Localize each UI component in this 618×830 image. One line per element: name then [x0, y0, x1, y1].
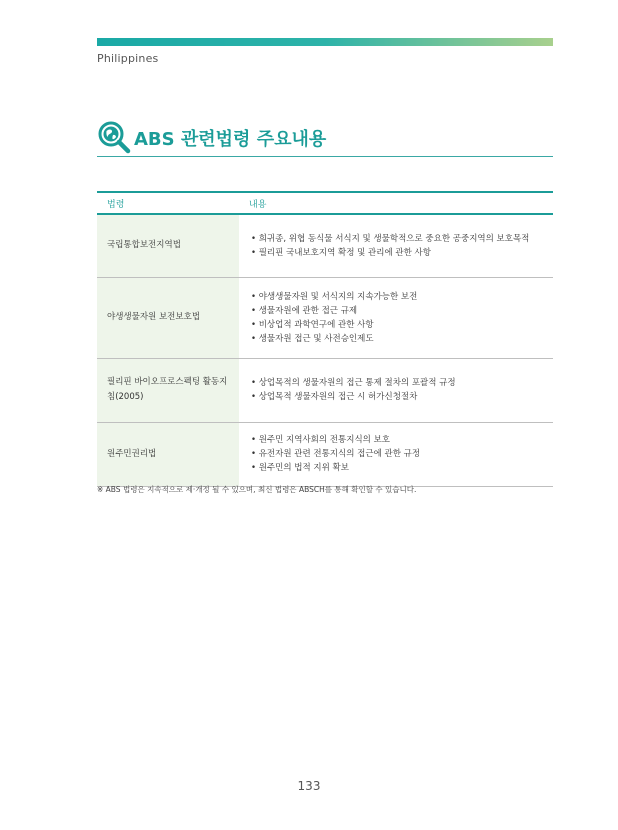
table-row	[97, 358, 553, 422]
law-content	[239, 214, 553, 277]
country-label: Philippines	[97, 52, 159, 65]
section-header	[97, 120, 553, 157]
law-content	[239, 277, 553, 358]
table-row	[97, 214, 553, 277]
table-header-row	[97, 192, 553, 214]
list-item: • 비상업적 과학연구에 관한 사항	[251, 318, 553, 332]
column-header-law: 법령	[97, 192, 239, 214]
header-accent-bar	[97, 38, 553, 46]
list-item: • 상업목적의 생물자원의 접근 통제 절차의 포괄적 규정	[251, 376, 553, 390]
column-header-content: 내용	[239, 192, 553, 214]
law-name: 야생생물자원 보전보호법	[97, 277, 239, 358]
search-icon	[97, 120, 133, 156]
footnote: ※ ABS 법령은 지속적으로 제·개정 될 수 있으며, 최신 법령은 ABSCH를 통해 확인할 수 있습니다.	[97, 485, 417, 494]
law-name: 원주민권리법	[97, 422, 239, 486]
law-name: 국립통합보전지역법	[97, 214, 239, 277]
list-item: • 생물자원에 관한 접근 규제	[251, 304, 553, 318]
list-item: • 야생생물자원 및 서식지의 지속가능한 보전	[251, 290, 553, 304]
list-item: • 희귀종, 위협 동식물 서식지 및 생물학적으로 중요한 공중지역의 보호목적	[251, 232, 553, 246]
law-content	[239, 358, 553, 422]
law-content	[239, 422, 553, 486]
laws-table	[97, 191, 553, 487]
law-name: 필리핀 바이오프로스펙팅 활동지침(2005)	[97, 358, 239, 422]
list-item: • 유전자원 관련 전통지식의 접근에 관한 규정	[251, 447, 553, 461]
list-item: • 원주민의 법적 지위 확보	[251, 461, 553, 475]
list-item: • 생물자원 접근 및 사전승인제도	[251, 332, 553, 346]
section-title: ABS 관련법령 주요내용	[134, 129, 327, 150]
page-number: 133	[297, 779, 321, 793]
table-row	[97, 277, 553, 358]
table-row	[97, 422, 553, 486]
list-item: • 원주민 지역사회의 전통지식의 보호	[251, 433, 553, 447]
list-item: • 상업목적 생물자원의 접근 시 허가신청절차	[251, 390, 553, 404]
list-item: • 필리핀 국내보호지역 확정 및 관리에 관한 사항	[251, 246, 553, 260]
